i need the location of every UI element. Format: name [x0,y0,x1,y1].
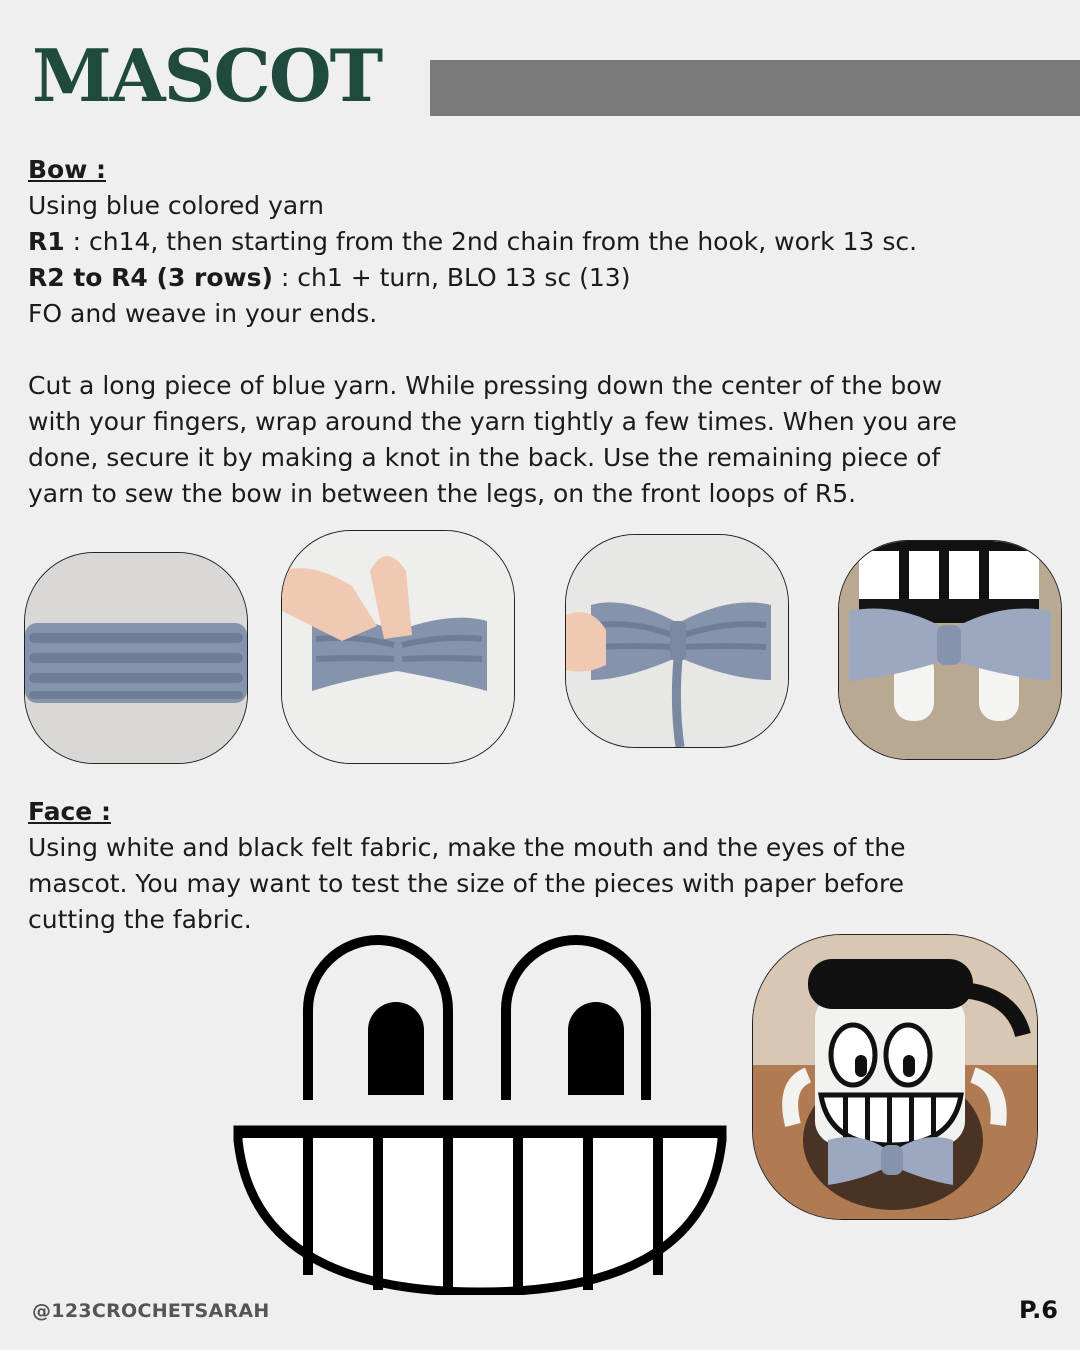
left-pupil [368,1002,424,1095]
bow-photo-wrapped [565,534,789,748]
bow-para-line: Cut a long piece of blue yarn. While pressing down the center of the bow [28,371,943,400]
bow-section [28,152,957,512]
bow-para-line: yarn to sew the bow in between the legs, on the front loops of R5. [28,479,857,508]
face-para-line: mascot. You may want to test the size of the pieces with paper before [28,869,905,898]
bow-round-2-4 [28,260,957,296]
social-handle: @123CROCHETSARAH [32,1300,270,1322]
face-para-line: cutting the fabric. [28,905,252,934]
bow-photo-pinch [281,530,515,764]
bow-round-1 [28,224,957,260]
face-heading: Face : [28,797,111,826]
r1-text: : ch14, then starting from the 2nd chain from the hook, work 13 sc. [64,227,918,256]
bow-finish: FO and weave in your ends. [28,299,378,328]
mascot-finished-photo [752,934,1038,1220]
bow-para-line: done, secure it by making a knot in the back. Use the remaining piece of [28,443,941,472]
bow-photo-rows [24,552,248,764]
face-section [28,794,906,938]
bow-heading: Bow : [28,155,107,184]
page-title: MASCOT [32,33,382,118]
r2-text: : ch1 + turn, BLO 13 sc (13) [272,263,631,292]
r2-label: R2 to R4 (3 rows) [28,263,273,292]
right-pupil [568,1002,624,1095]
face-template-diagram [228,930,728,1295]
page-number: P.6 [1019,1296,1058,1324]
title-bar [430,60,1080,116]
mouth [236,1126,724,1294]
bow-para-line: with your fingers, wrap around the yarn tightly a few times. When you are [28,407,957,436]
bow-photo-attached [838,540,1062,760]
face-para-line: Using white and black felt fabric, make the mouth and the eyes of the [28,833,906,862]
r1-label: R1 [28,227,65,256]
bow-line-yarn: Using blue colored yarn [28,191,324,220]
